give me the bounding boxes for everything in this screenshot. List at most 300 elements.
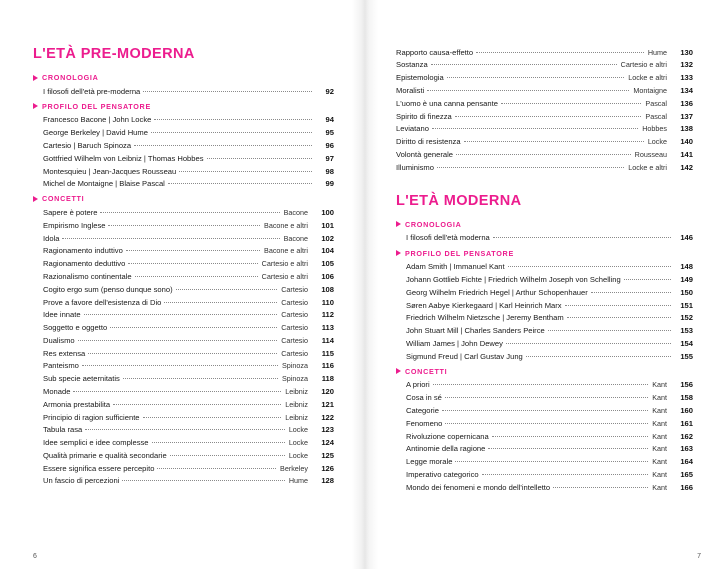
toc-entry-page: 128 [321, 476, 334, 486]
leader-dots [445, 422, 648, 424]
toc-entry[interactable] [33, 127, 334, 140]
leader-dots [455, 115, 642, 117]
leader-dots [143, 416, 282, 418]
toc-entry-label: I filosofi dell'età moderna [406, 233, 490, 243]
toc-entry[interactable] [396, 273, 693, 286]
leader-dots [492, 435, 648, 437]
leader-dots [624, 278, 671, 280]
toc-entry-label: Idee innate [43, 310, 81, 320]
toc-entry[interactable] [396, 286, 693, 299]
toc-entry-label: Cartesio | Baruch Spinoza [43, 140, 132, 150]
leader-dots [433, 383, 649, 385]
leader-dots [82, 364, 278, 366]
toc-entry-page: 120 [321, 387, 334, 396]
toc-entry-page: 137 [680, 111, 693, 121]
toc-entry-page: 101 [321, 220, 334, 230]
toc-entry-label: Prove a favore dell'esistenza di Dio [43, 297, 162, 307]
toc-entry[interactable] [396, 110, 693, 123]
page-number-left: 6 [33, 553, 37, 560]
toc-entry-page: 132 [680, 60, 693, 70]
toc-entry-page: 164 [680, 457, 693, 467]
toc-entry-author: Cartesio [281, 348, 308, 358]
toc-entry-label: Leviatano [396, 124, 429, 134]
leader-dots [108, 224, 260, 226]
toc-entry[interactable] [33, 165, 334, 178]
toc-entry-author: Locke e altri [628, 162, 667, 172]
toc-entry-author: Hume [647, 47, 667, 57]
toc-entry-page: 154 [680, 338, 693, 348]
toc-entry[interactable] [33, 270, 334, 283]
toc-entry-label: Un fascio di percezioni [43, 476, 120, 486]
toc-entry-author: Spinoza [282, 361, 308, 371]
toc-entry-label: Montesquieu | Jean-Jacques Rousseau [43, 166, 177, 176]
toc-entry[interactable] [396, 443, 693, 456]
toc-entry-label: Principio di ragion sufficiente [43, 412, 140, 422]
toc-entry-page: 94 [325, 115, 334, 125]
toc-entry[interactable] [33, 462, 334, 475]
toc-entry-author: Cartesio [281, 335, 308, 345]
toc-entry-page: 106 [321, 271, 334, 281]
leader-dots [154, 118, 312, 120]
toc-entry-label: Francesco Bacone | John Locke [43, 115, 152, 125]
toc-entry-page: 141 [680, 149, 693, 159]
toc-entry-label: Ragionamento induttivo [43, 246, 123, 256]
toc-entry-label: Cogito ergo sum (penso dunque sono) [43, 284, 173, 294]
toc-entry-author: Leibniz [285, 412, 308, 422]
toc-list-profilo-right [396, 261, 693, 363]
toc-list-concetti-left [33, 206, 334, 487]
toc-entry[interactable] [33, 334, 334, 347]
leader-dots [437, 166, 624, 168]
section-header-profilo-left [33, 102, 334, 111]
toc-entry-label: John Stuart Mill | Charles Sanders Peirce [406, 326, 545, 336]
toc-list-profilo-left [33, 114, 334, 191]
toc-entry[interactable] [396, 468, 693, 481]
section-label: PROFILO DEL PENSATORE [405, 248, 514, 258]
toc-entry-label: Rapporto causa-effetto [396, 47, 474, 57]
toc-entry-page: 160 [680, 406, 693, 415]
toc-entry[interactable] [396, 392, 693, 405]
toc-entry[interactable] [396, 325, 693, 338]
leader-dots [113, 403, 281, 405]
section-header-concetti-right [396, 367, 693, 376]
toc-entry-label: Imperativo categorico [406, 469, 479, 479]
toc-entry-page: 104 [321, 246, 334, 256]
toc-entry-page: 99 [325, 179, 334, 189]
toc-entry[interactable] [33, 152, 334, 165]
toc-entry[interactable] [33, 296, 334, 309]
toc-entry-label: Michel de Montaigne | Blaise Pascal [43, 179, 165, 189]
toc-entry[interactable] [33, 85, 334, 98]
toc-entry-author: Hume [288, 476, 308, 486]
toc-entry-page: 108 [321, 284, 334, 294]
toc-entry-page: 114 [321, 335, 334, 345]
toc-entry[interactable] [33, 309, 334, 322]
toc-entry-label: Idee semplici e idee complesse [43, 438, 149, 448]
leader-dots [88, 352, 277, 354]
toc-entry[interactable] [396, 417, 693, 430]
toc-entry[interactable] [396, 379, 693, 392]
leader-dots [73, 390, 281, 392]
toc-entry-label: Illuminismo [396, 162, 434, 172]
toc-entry-label: Categorie [406, 406, 439, 415]
toc-entry-label: Legge morale [406, 457, 453, 467]
toc-entry-label: Adam Smith | Immanuel Kant [406, 262, 505, 272]
toc-entry-label: Mondo dei fenomeni e mondo dell'intelletto [406, 482, 551, 492]
toc-entry-page: 158 [680, 393, 693, 403]
section-header-cronologia-left [33, 73, 334, 82]
toc-entry-page: 116 [321, 361, 334, 371]
toc-entry[interactable] [396, 84, 693, 97]
toc-list-cronologia-right [396, 232, 693, 245]
toc-entry-label: Sapere è potere [43, 208, 98, 218]
leader-dots [591, 291, 671, 293]
toc-entry[interactable] [396, 456, 693, 469]
leader-dots [482, 473, 649, 475]
toc-entry[interactable] [396, 97, 693, 110]
triangle-bullet-icon [33, 75, 38, 81]
toc-entry-page: 122 [321, 412, 334, 422]
toc-entry-author: Cartesio [281, 297, 308, 307]
leader-dots [442, 409, 648, 411]
toc-entry-page: 165 [680, 469, 693, 479]
leader-dots [85, 428, 285, 430]
leader-dots [126, 249, 260, 251]
section-label: CONCETTI [42, 194, 85, 204]
toc-entry-author: Kant [652, 393, 667, 403]
toc-entry[interactable] [33, 373, 334, 386]
toc-entry-label: Monade [43, 387, 71, 396]
toc-entry-page: 148 [680, 262, 693, 272]
toc-entry-label: L'uomo è una canna pensante [396, 98, 498, 108]
leader-dots [135, 275, 258, 277]
toc-entry-author: Kant [652, 469, 667, 479]
toc-entry[interactable] [396, 299, 693, 312]
toc-entry-label: Volontà generale [396, 149, 454, 159]
triangle-bullet-icon [396, 221, 401, 227]
section-label: CRONOLOGIA [42, 73, 99, 82]
toc-entry-label: George Berkeley | David Hume [43, 128, 148, 138]
toc-entry-label: Cosa in sé [406, 393, 442, 403]
toc-entry-label: Antinomie della ragione [406, 444, 486, 454]
toc-entry-label: Armonia prestabilita [43, 399, 111, 409]
toc-entry-label: Georg Wilhelm Friedrich Hegel | Arthur Schopenhauer [406, 287, 588, 297]
page-number-right: 7 [697, 553, 701, 560]
toc-entry-page: 153 [680, 326, 693, 336]
toc-entry[interactable] [396, 59, 693, 72]
triangle-bullet-icon [33, 196, 38, 202]
toc-entry-author: Bacone [283, 233, 308, 243]
toc-entry-label: Ragionamento deduttivo [43, 259, 126, 269]
toc-entry-label: Fenomeno [406, 418, 443, 428]
toc-entry-author: Locke e altri [628, 73, 667, 83]
toc-entry-page: 97 [325, 153, 334, 163]
toc-entry[interactable] [396, 123, 693, 136]
section-label: CRONOLOGIA [405, 219, 462, 229]
toc-entry-page: 115 [321, 348, 334, 358]
leader-dots [176, 288, 278, 290]
leader-dots [526, 355, 671, 357]
leader-dots [179, 170, 312, 172]
toc-entry-author: Cartesio e altri [261, 271, 308, 281]
toc-entry-author: Bacone e altri [264, 220, 308, 230]
leader-dots [84, 313, 278, 315]
toc-entry-author: Cartesio [281, 310, 308, 320]
toc-entry[interactable] [33, 206, 334, 219]
toc-entry-page: 138 [680, 124, 693, 134]
right-page [363, 0, 723, 569]
toc-entry-author: Cartesio [281, 323, 308, 333]
toc-entry[interactable] [33, 258, 334, 271]
toc-entry-label: A priori [406, 380, 430, 390]
leader-dots [207, 157, 312, 159]
toc-entry[interactable] [396, 148, 693, 161]
leader-dots [501, 102, 641, 104]
toc-entry[interactable] [33, 139, 334, 152]
toc-entry-label: Qualità primarie e qualità secondarie [43, 450, 167, 460]
toc-entry-page: 124 [321, 438, 334, 448]
leader-dots [455, 460, 648, 462]
toc-entry[interactable] [33, 398, 334, 411]
toc-entry-page: 125 [321, 450, 334, 460]
toc-entry-author: Kant [652, 380, 667, 390]
toc-entry[interactable] [396, 312, 693, 325]
toc-entry[interactable] [33, 114, 334, 127]
toc-entry[interactable] [396, 46, 693, 59]
triangle-bullet-icon [396, 368, 401, 374]
toc-entry-label: Soggetto e oggetto [43, 323, 108, 333]
toc-entry-label: Dualismo [43, 335, 75, 345]
toc-entry-page: 149 [680, 274, 693, 284]
toc-entry-label: Moralisti [396, 85, 425, 95]
toc-entry-author: Kant [652, 482, 667, 492]
toc-entry-label: Res extensa [43, 348, 86, 358]
toc-entry[interactable] [396, 404, 693, 417]
toc-entry-author: Bacone [283, 208, 308, 218]
toc-entry-page: 92 [325, 86, 334, 96]
toc-entry[interactable] [396, 72, 693, 85]
toc-entry-label: Sub specie aeternitatis [43, 374, 120, 384]
toc-list-concetti-right [396, 379, 693, 494]
toc-entry-page: 151 [680, 300, 693, 310]
toc-entry-author: Kant [652, 406, 667, 415]
toc-entry[interactable] [33, 219, 334, 232]
toc-entry-author: Pascal [645, 111, 667, 121]
toc-entry-label: Tabula rasa [43, 425, 83, 435]
toc-entry[interactable] [33, 437, 334, 450]
toc-entry-label: Friedrich Wilhelm Nietzsche | Jeremy Bentham [406, 313, 564, 323]
leader-dots [445, 396, 648, 398]
toc-entry-author: Cartesio e altri [261, 259, 308, 269]
toc-entry-author: Locke [288, 450, 308, 460]
toc-entry-author: Pascal [645, 98, 667, 108]
toc-entry-label: Diritto di resistenza [396, 137, 461, 147]
toc-entry-author: Cartesio e altri [620, 60, 667, 70]
toc-entry-page: 110 [321, 297, 334, 307]
toc-entry-page: 113 [321, 323, 334, 333]
toc-entry-author: Kant [652, 444, 667, 454]
leader-dots [506, 342, 671, 344]
toc-entry[interactable] [33, 232, 334, 245]
toc-entry-page: 123 [321, 425, 334, 435]
toc-entry-author: Leibniz [285, 387, 308, 396]
toc-entry-page: 121 [321, 399, 334, 409]
toc-entry-author: Hobbes [642, 124, 667, 134]
toc-entry-label: Spirito di finezza [396, 111, 452, 121]
toc-entry-label: Rivoluzione copernicana [406, 431, 489, 441]
leader-dots [168, 182, 312, 184]
toc-entry-label: Epistemologia [396, 73, 444, 83]
toc-entry-page: 162 [680, 431, 693, 441]
toc-entry-author: Cartesio [281, 284, 308, 294]
leader-dots [157, 467, 276, 469]
toc-entry[interactable] [33, 178, 334, 191]
toc-entry[interactable] [396, 261, 693, 274]
leader-dots [78, 339, 278, 341]
toc-entry-page: 152 [680, 313, 693, 323]
section-label: PROFILO DEL PENSATORE [42, 101, 151, 111]
toc-entry-page: 155 [680, 351, 693, 361]
leader-dots [110, 326, 277, 328]
toc-entry-page: 100 [321, 208, 334, 218]
toc-entry-page: 95 [325, 128, 334, 138]
toc-entry-page: 134 [680, 85, 693, 95]
toc-entry[interactable] [396, 350, 693, 363]
toc-entry-label: Idola [43, 233, 60, 243]
toc-entry-author: Kant [652, 457, 667, 467]
toc-entry-page: 136 [680, 98, 693, 108]
triangle-bullet-icon [396, 250, 401, 256]
leader-dots [431, 63, 617, 65]
toc-entry-page: 161 [680, 418, 693, 428]
leader-dots [123, 377, 278, 379]
toc-entry-page: 166 [680, 482, 693, 492]
toc-entry[interactable] [33, 347, 334, 360]
toc-entry-label: Razionalismo continentale [43, 271, 132, 281]
toc-entry[interactable] [33, 245, 334, 258]
toc-entry-author: Berkeley [280, 463, 308, 473]
toc-entry-page: 118 [321, 374, 334, 384]
leader-dots [151, 131, 312, 133]
toc-entry[interactable] [396, 430, 693, 443]
toc-entry[interactable] [33, 283, 334, 296]
section-header-concetti-left [33, 194, 334, 203]
toc-entry[interactable] [33, 424, 334, 437]
toc-entry[interactable] [33, 449, 334, 462]
toc-entry-author: Kant [652, 418, 667, 428]
leader-dots [128, 262, 257, 264]
toc-entry[interactable] [33, 411, 334, 424]
toc-entry-page: 98 [325, 166, 334, 176]
leader-dots [152, 441, 285, 443]
toc-entry-author: Leibniz [285, 399, 308, 409]
triangle-bullet-icon [33, 103, 38, 109]
toc-entry-label: William James | John Dewey [406, 338, 503, 348]
toc-entry[interactable] [33, 385, 334, 398]
toc-entry-page: 133 [680, 73, 693, 83]
leader-dots [170, 454, 285, 456]
toc-entry-page: 105 [321, 259, 334, 269]
toc-entry-author: Kant [652, 431, 667, 441]
leader-dots [493, 236, 671, 238]
toc-entry-author: Locke [647, 137, 667, 147]
toc-entry-label: Johann Gottlieb Fichte | Friedrich Wilhelm Joseph von Schelling [406, 274, 621, 284]
leader-dots [476, 51, 644, 53]
toc-entry[interactable] [33, 360, 334, 373]
leader-dots [432, 127, 638, 129]
left-chapter-title: L'ETÀ PRE-MODERNA [33, 46, 195, 62]
leader-dots [143, 90, 312, 92]
leader-dots [134, 144, 312, 146]
toc-entry-author: Bacone e altri [264, 246, 308, 256]
toc-entry[interactable] [396, 135, 693, 148]
leader-dots [447, 76, 625, 78]
toc-entry-label: Sostanza [396, 60, 428, 70]
toc-entry-label: Empirismo Inglese [43, 220, 106, 230]
toc-entry[interactable] [396, 161, 693, 174]
leader-dots [456, 153, 631, 155]
left-page [0, 0, 360, 569]
toc-entry-author: Spinoza [282, 374, 308, 384]
toc-entry[interactable] [33, 475, 334, 488]
leader-dots [122, 479, 284, 481]
toc-entry-label: Søren Aabye Kierkegaard | Karl Heinrich Marx [406, 300, 562, 310]
right-chapter-title: L'ETÀ MODERNA [396, 192, 522, 209]
toc-entry-label: Sigmund Freud | Carl Gustav Jung [406, 351, 523, 361]
leader-dots [553, 486, 648, 488]
toc-entry-page: 150 [680, 287, 693, 297]
toc-entry-page: 140 [680, 137, 693, 147]
toc-entry-author: Locke [288, 438, 308, 448]
leader-dots [548, 329, 671, 331]
toc-entry-label: Panteismo [43, 361, 79, 371]
toc-entry-page: 112 [321, 310, 334, 320]
toc-entry-label: Essere significa essere percepito [43, 463, 155, 473]
section-label: CONCETTI [405, 366, 448, 376]
leader-dots [565, 304, 671, 306]
toc-list-continued-right [396, 46, 693, 174]
toc-entry[interactable] [396, 481, 693, 494]
section-header-cronologia-right [396, 220, 693, 229]
leader-dots [567, 316, 671, 318]
toc-entry-author: Montaigne [633, 85, 667, 95]
toc-list-cronologia-left [33, 85, 334, 98]
leader-dots [488, 447, 648, 449]
toc-entry-author: Locke [288, 425, 308, 435]
toc-entry[interactable] [396, 337, 693, 350]
toc-entry-label: I filosofi dell'età pre-moderna [43, 86, 141, 96]
leader-dots [100, 211, 279, 213]
leader-dots [427, 89, 629, 91]
toc-entry-author: Rousseau [634, 149, 667, 159]
leader-dots [464, 140, 644, 142]
toc-entry-page: 156 [680, 380, 693, 390]
toc-entry-page: 163 [680, 444, 693, 454]
leader-dots [164, 301, 277, 303]
toc-entry-page: 96 [325, 140, 334, 150]
toc-entry-page: 126 [321, 463, 334, 473]
toc-entry-page: 146 [680, 233, 693, 243]
toc-entry-page: 142 [680, 162, 693, 172]
toc-entry-page: 102 [321, 233, 334, 243]
section-header-profilo-right [396, 249, 693, 258]
toc-entry-page: 130 [680, 47, 693, 57]
leader-dots [508, 265, 671, 267]
toc-entry[interactable] [33, 322, 334, 335]
leader-dots [62, 237, 279, 239]
toc-entry[interactable] [396, 232, 693, 245]
toc-entry-label: Gottfried Wilhelm von Leibniz | Thomas Hobbes [43, 153, 204, 163]
